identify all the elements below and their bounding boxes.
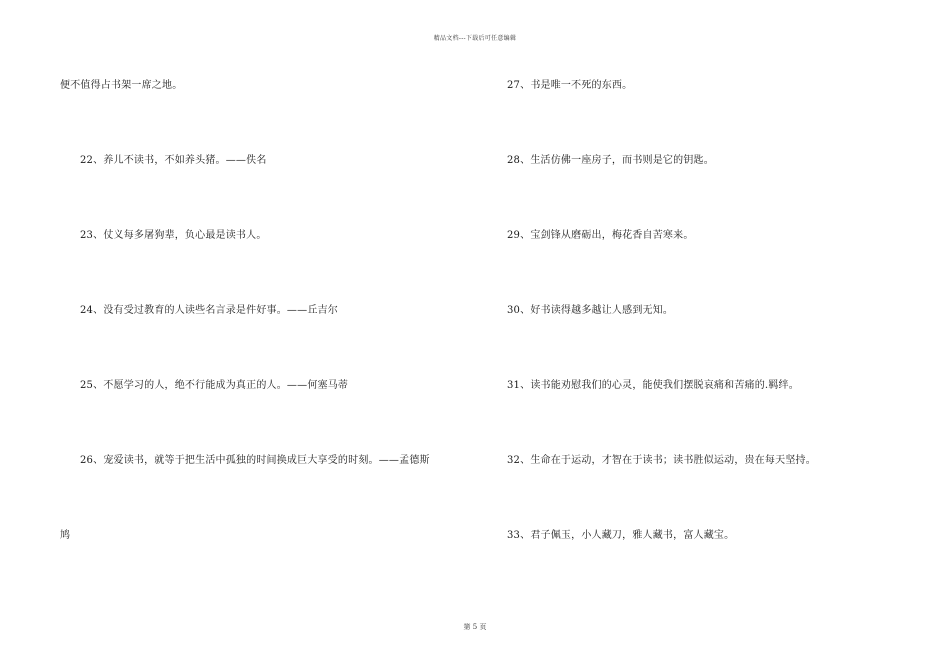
quote-24: 24、没有受过教育的人读些名言录是件好事。——丘吉尔 — [80, 305, 338, 316]
quote-29: 29、宝剑锋从磨砺出，梅花香自苦寒来。 — [507, 230, 694, 241]
quote-27: 27、书是唯一不死的东西。 — [507, 80, 633, 91]
quote-28: 28、生活仿佛一座房子，而书则是它的钥匙。 — [507, 155, 714, 166]
quote-26-continuation: 鸠 — [60, 530, 71, 541]
quote-26: 26、宠爱读书，就等于把生活中孤独的时间换成巨大享受的时刻。——孟德斯 — [80, 455, 430, 466]
quote-25: 25、不愿学习的人，绝不行能成为真正的人。——何塞马蒂 — [80, 380, 349, 391]
quote-32: 32、生命在于运动，才智在于读书；读书胜似运动，贵在每天坚持。 — [507, 455, 816, 466]
quote-31: 31、读书能劝慰我们的心灵，能使我们摆脱哀痛和苦痛的.羁绊。 — [507, 380, 799, 391]
quote-23: 23、仗义每多屠狗辈，负心最是读书人。 — [80, 230, 267, 241]
quote-22: 22、养儿不读书，不如养头猪。——佚名 — [80, 155, 267, 166]
quote-continuation: 便不值得占书架一席之地。 — [60, 80, 183, 91]
quote-30: 30、好书读得越多越让人感到无知。 — [507, 305, 674, 316]
page-header: 精品文档---下载后可任意编辑 — [433, 35, 517, 42]
quote-33: 33、君子佩玉，小人藏刀，雅人藏书，富人藏宝。 — [507, 530, 735, 541]
page-number: 第 5 页 — [463, 623, 487, 631]
